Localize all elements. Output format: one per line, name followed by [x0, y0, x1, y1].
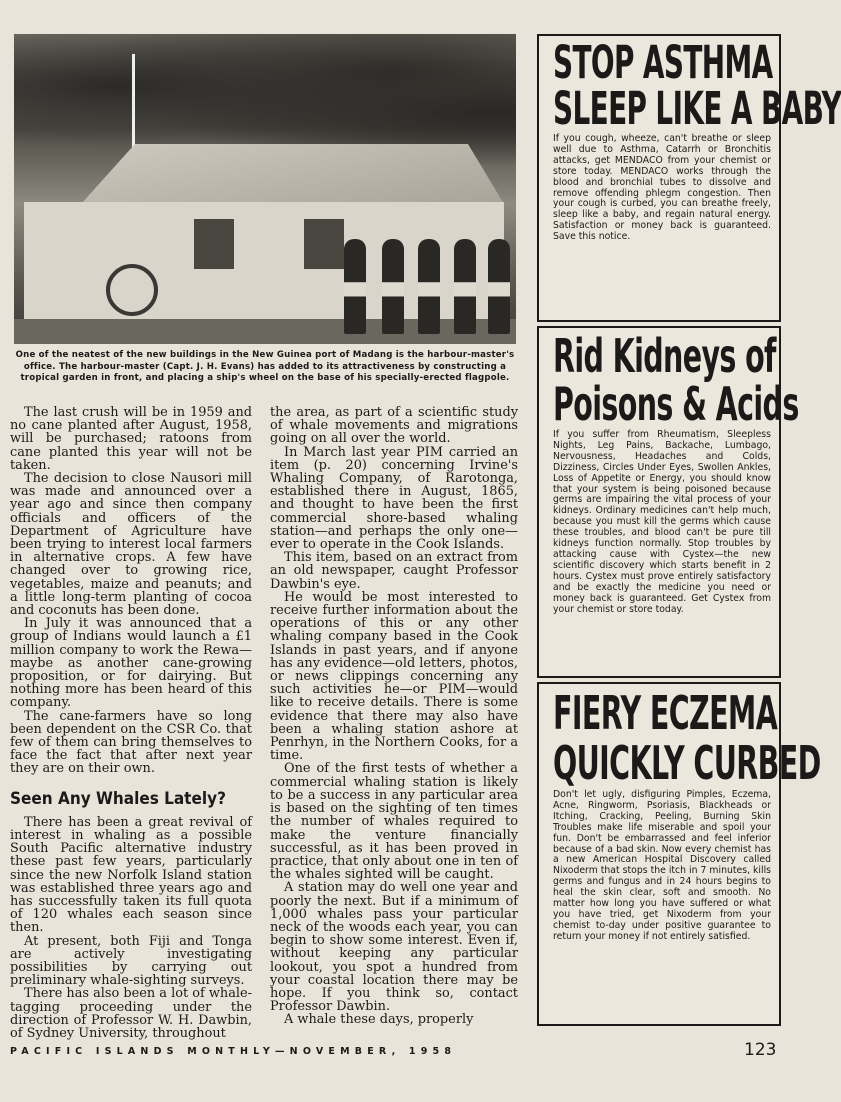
page-footer-masthead: PACIFIC ISLANDS MONTHLY—NOVEMBER, 1958 [10, 1046, 457, 1057]
paragraph: the area, as part of a scientific study of whale movements and migrations going on all over the world. [270, 405, 518, 447]
article-column-1 [10, 406, 252, 1040]
ships-wheel-icon [106, 264, 158, 316]
ad-stop-asthma [537, 34, 841, 322]
page-number: 123 [744, 1040, 777, 1060]
photo-caption: One of the neatest of the new buildings in the New Guinea port of Madang is the harbour-master's office. The harbour-master (Capt. J. H. Evans) has added to its attractiveness by constructing a tropical garden in front, and placing a ship's wheel on the base of his specially-erected flagpole. [15, 350, 515, 383]
person-figure [344, 239, 366, 334]
paragraph: In July it was announced that a group of Indians would launch a £1 million company to work the Rewa—maybe as another cane-growing proposition, or for dairying. But nothing more has been heard of this company. [10, 616, 252, 711]
person-figure [418, 239, 440, 334]
window-shape [194, 219, 234, 269]
paragraph: He would be most interested to receive further information about the operations of this or any other whaling company based in the Cook Islands in past years, and if anyone has any evidence—old letters, photos, or news clippings concerning any such activities he—or PIM—would like to receive details. There is some evidence that there may also have been a whaling station ashore at Penrhyn, in the Northern Cooks, for a time. [270, 589, 518, 764]
ad-body: If you cough, wheeze, can't breathe or sleep well due to Asthma, Catarrh or Bronchitis attacks, get MENDACO from your chemist or store today. MENDACO works through the blood and bronchial tubes to dissolve and remove offending phlegm congestion. Then your cough is curbed, you can breathe freely, sleep like a baby, and regain natural energy. Satisfaction or money back is guaranteed. Save this notice. [553, 133, 771, 243]
paragraph: There has been a great revival of interest in whaling as a possible South Pacific alternative industry these past few years, particularly since the new Norfolk Island station was established three years ago and has successfully taken its full quota of 120 whales each season since then. [10, 814, 252, 936]
paragraph: There has also been a lot of whale-tagging proceeding under the direction of Professor W. H. Dawbin, of Sydney University, throughout [10, 986, 253, 1041]
paragraph: A whale these days, properly [284, 1012, 474, 1028]
window-shape [304, 219, 344, 269]
ad-body: Don't let ugly, disfiguring Pimples, Eczema, Acne, Ringworm, Psoriasis, Blackheads or Itching, Cracking, Peeling, Burning Skin Troubles make life miserable and spoil your fun. Don't be embarrassed and feel inferior because of a bad skin. Now every chemist has a new American Hospital Discovery called Nixoderm that stops the itch in 7 minutes, kills germs and fungus and in 24 hours begins to heal the skin clear, soft and smooth. No matter how long you have suffered or what you have tried, get Nixoderm from your chemist to-day under positive guarantee to return your money if not entirely satisfied. [553, 789, 771, 942]
person-figure [488, 239, 510, 334]
paragraph: In March last year PIM carried an item (p. 20) concerning Irvine's Whaling Company, of Rarotonga, established there in August, 1865, and thought to have been the first commercial shore-based whaling station—and perhaps the only one—ever to operate in the Cook Islands. [270, 444, 518, 553]
person-figure [454, 239, 476, 334]
ad-rid-kidneys [537, 326, 799, 678]
section-heading: Seen Any Whales Lately? [10, 788, 226, 809]
paragraph: At present, both Fiji and Tonga are actively investigating possibilities by carrying out preliminary whale-sighting surveys. [10, 933, 252, 989]
ad-body: If you suffer from Rheumatism, Sleepless Nights, Leg Pains, Backache, Lumbago, Nervousness, Headaches and Colds, Dizziness, Circles Under Eyes, Swollen Ankles, Loss of Appetite or Energy, you should know that your system is being poisoned because germs are impairing the vital process of your kidneys. Ordinary medicines can't help much, because you must kill the germs which cause these troubles, and blood can't be pure till kidneys function normally. Stop troubles by attacking cause with Cystex—the new scientific discovery which starts benefit in 2 hours. Cystex must prove entirely satisfactory and be exactly the medicine you need or money back is guaranteed. Get Cystex from your chemist or store today. [553, 429, 771, 615]
ad-fiery-eczema [537, 682, 821, 1026]
paragraph: One of the first tests of whether a commercial whaling station is likely to be a success in any particular area is based on the sighting of ten times the number of whales required to make the venture financially successful, as it has been proved in practice, that only about one in ten of the whales sighted will be caught. [270, 761, 518, 883]
person-figure [382, 239, 404, 334]
paragraph: The decision to close Nausori mill was made and announced over a year ago and since then company officials and officers of the Department of Agriculture have been trying to interest local farmers in alternative crops. A few have changed over to growing rice, vegetables, maize and peanuts; and a little long-term planting of cocoa and coconuts has been done. [10, 471, 252, 619]
article-column-2 [270, 406, 518, 1027]
paragraph: A station may do well one year and poorly the next. But if a minimum of 1,000 whales pass your particular neck of the woods each year, you can begin to show some interest. Even if, without keeping any particular lookout, you spot a hundred from your coastal location there may be hope. If you think so, contact Professor Dawbin. [270, 880, 518, 1015]
harbour-office-photo [14, 34, 516, 344]
ad-headline: Rid Kidneys of [553, 329, 776, 383]
paragraph: The cane-farmers have so long been dependent on the CSR Co. that few of them can bring themselves to face the fact that after next year they are on their own. [10, 708, 252, 777]
ad-headline: QUICKLY CURBED [553, 736, 821, 790]
garden-shape [14, 319, 516, 344]
ad-headline: FIERY ECZEMA [553, 686, 778, 740]
paragraph: The last crush will be in 1959 and no cane planted after August, 1958, will be purchased; ratoons from cane planted this year will not be taken. [10, 405, 252, 473]
ad-headline: Poisons & Acids [553, 377, 799, 431]
ad-headline: SLEEP LIKE A BABY [553, 82, 841, 135]
ad-headline: STOP ASTHMA [553, 36, 773, 89]
paragraph: This item, based on an extract from an old newspaper, caught Professor Dawbin's eye. [270, 550, 518, 592]
